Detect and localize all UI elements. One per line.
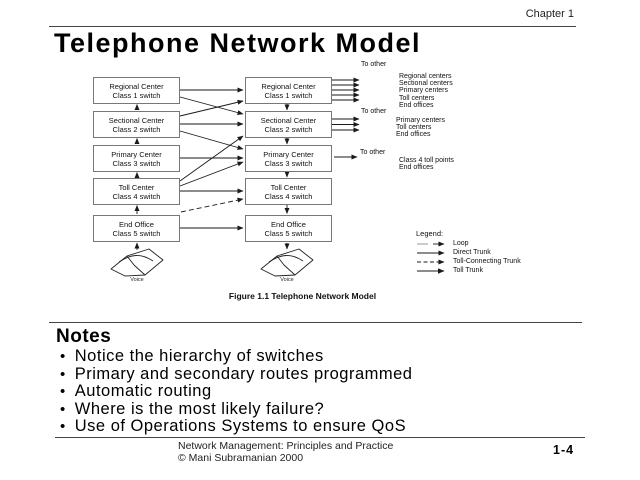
to-other-heading: To other [361, 61, 387, 68]
bullet-icon: • [60, 418, 66, 436]
note-item: • Where is the most likely failure? [60, 399, 325, 418]
node-sublabel: Class 5 switch [264, 229, 313, 238]
node-sublabel: Class 4 switch [264, 192, 313, 201]
loop-line-sample [416, 240, 448, 248]
node-sublabel: Class 1 switch [112, 91, 161, 100]
node-label: Primary Center [263, 150, 314, 159]
notes-divider [49, 322, 582, 323]
note-item: • Notice the hierarchy of switches [60, 347, 324, 365]
toll-connecting-trunk-dashed [181, 199, 243, 212]
footer-credit: Network Management: Principles and Practice © Mani Subramanian 2000 [178, 440, 394, 464]
telephone-icon [261, 249, 313, 276]
voice-label: Voice [130, 277, 144, 283]
legend-row-direct-trunk: Direct Trunk [416, 248, 521, 257]
node-label: Sectional Center [108, 116, 165, 125]
notes-heading: Notes [56, 326, 112, 347]
note-item: • Automatic routing [60, 382, 212, 401]
page-number: 1-4 [553, 443, 575, 457]
legend-title: Legend: [416, 229, 444, 238]
node-sublabel: Class 4 switch [112, 192, 161, 201]
node-label: Regional Center [261, 82, 316, 91]
node-sectional-center-right [245, 111, 332, 138]
to-other-heading: To other [361, 108, 387, 115]
node-label: Regional Center [109, 82, 164, 91]
node-label: End Office [119, 220, 154, 229]
trunk-arrows [180, 90, 243, 228]
node-sublabel: Class 1 switch [264, 91, 313, 100]
bullet-icon: • [60, 348, 66, 365]
node-sectional-center-left [93, 111, 180, 138]
notes-list [60, 348, 413, 436]
note-item: • Primary and secondary routes programmed [60, 364, 413, 383]
page-title: Telephone Network Model [54, 28, 422, 58]
node-label: Sectional Center [260, 116, 317, 125]
legend-row-toll-connecting-trunk: Toll-Connecting Trunk [416, 257, 521, 266]
node-end-office-right [245, 215, 332, 242]
bullet-icon: • [60, 400, 66, 418]
node-label: End Office [271, 220, 306, 229]
node-sublabel: Class 3 switch [264, 159, 313, 168]
bullet-icon: • [60, 365, 66, 383]
node-regional-center-right [245, 77, 332, 104]
node-label: Toll Center [118, 183, 155, 192]
telephone-icon [111, 249, 163, 276]
footer-rule [55, 437, 585, 438]
node-label: Toll Center [270, 183, 307, 192]
direct-trunk-line-sample [416, 249, 448, 257]
legend-row-toll-trunk: Toll Trunk [416, 266, 521, 275]
node-sublabel: Class 2 switch [264, 125, 313, 134]
node-label: Primary Center [111, 150, 162, 159]
voice-label: Voice [280, 277, 294, 283]
legend-row-loop: Loop [416, 239, 521, 248]
node-sublabel: Class 2 switch [112, 125, 161, 134]
node-primary-center-left [93, 145, 180, 172]
to-other-fan-arrows [332, 80, 359, 157]
toll-trunk-line-sample [416, 267, 448, 275]
note-item: • Use of Operations Systems to ensure QoS [60, 417, 407, 436]
node-sublabel: Class 5 switch [112, 229, 161, 238]
node-primary-center-right [245, 145, 332, 172]
figure-caption: Figure 1.1 Telephone Network Model [228, 291, 377, 301]
node-sublabel: Class 3 switch [112, 159, 161, 168]
chapter-label: Chapter 1 [525, 8, 574, 20]
to-other-list: Regional centers Sectional centers Primary centers Toll centers End offices [399, 73, 453, 109]
legend [416, 229, 521, 275]
node-toll-center-right [245, 178, 332, 205]
to-other-heading: To other [360, 149, 386, 156]
to-other-list: Class 4 toll points End offices [399, 157, 454, 172]
toll-connecting-line-sample [416, 258, 448, 266]
to-other-list: Primary centers Toll centers End offices [396, 117, 446, 139]
node-end-office-left [93, 215, 180, 242]
node-regional-center-left [93, 77, 180, 104]
node-toll-center-left [93, 178, 180, 205]
bullet-icon: • [60, 383, 66, 401]
